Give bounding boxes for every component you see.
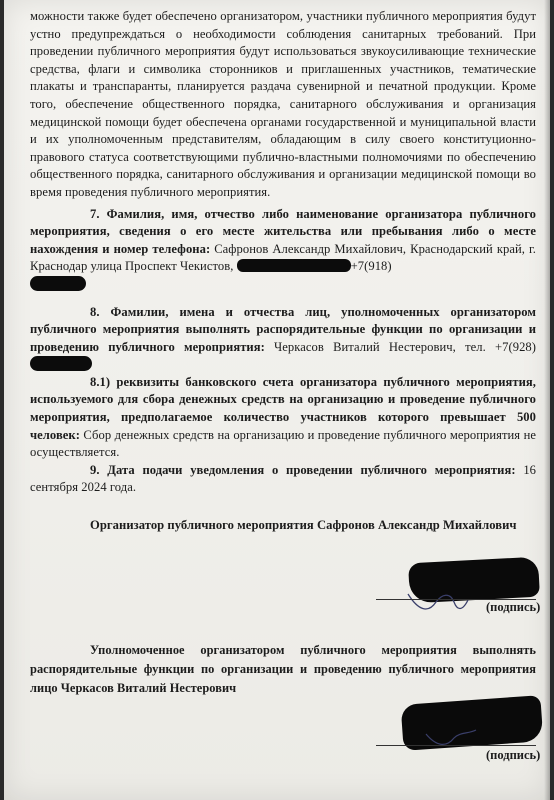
section-8-heading: 8. Фамилии, имена и отчества лиц, уполномоченных организатором публичного мероприятия выполнять распорядительные функции по организации и проведению публичного мероприятия: bbox=[30, 304, 536, 354]
document-page bbox=[4, 0, 550, 800]
redacted-phone-organizer bbox=[30, 276, 86, 291]
authorized-signature-block bbox=[30, 641, 536, 698]
redacted-address bbox=[237, 259, 351, 272]
redacted-phone-authorized bbox=[30, 356, 92, 371]
section-7-text: Сафронов Александр Михайлович, Краснодарский край, г. Краснодар улица Проспект Чекистов, bbox=[30, 241, 536, 274]
organizer-signature-caption: (подпись) bbox=[486, 600, 541, 614]
section-8-1 bbox=[30, 374, 536, 462]
section-8-1-text: Сбор денежных средств на организацию и проведение публичного мероприятия не осуществляется. bbox=[30, 427, 536, 460]
section-8 bbox=[30, 304, 536, 374]
section-9-heading: 9. Дата подачи уведомления о проведении публичного мероприятия: bbox=[90, 462, 516, 477]
organizer-signature-label: Организатор публичного мероприятия Сафронов Александр Михайлович bbox=[90, 518, 517, 532]
section-8-1-heading: 8.1) реквизиты банковского счета организатора публичного мероприятия, используемого для сбора денежных средств на организацию и проведение публичного мероприятия, предполагаемое количество участников которого превышает 500 человек: bbox=[30, 374, 536, 442]
scan-shadow-edge bbox=[544, 0, 550, 800]
section-8-text: Черкасов Виталий Нестерович, bbox=[264, 339, 456, 354]
section-7 bbox=[30, 206, 536, 294]
intro-paragraph: можности также будет обеспечено организатором, участники публичного мероприятия будут устно предупреждаться о необходимости соблюдения санитарных требований. При проведении публичного мероприятия будут использоваться звукоусиливающие технические средства, флаги и символика сторонников и приглашенных участников, тематические плакаты и транспаранты, планируется раздача сувенирной и печатной продукции. Кроме того, обеспечение общественного порядка, санитарного обслуживания и организация медицинской помощи будет обеспечена органами государственной и муниципальной власти и их уполномоченным представителям, обладающим в силу своего конституционно-правового статуса соответствующими публично-властными полномочиями по обеспечению общественного порядка, санитарного обслуживания и организации медицинской помощи во время проведения публичного мероприятия. bbox=[30, 9, 536, 199]
section-7-heading: 7. Фамилия, имя, отчество либо наименование организатора публичного мероприятия, сведения о его месте жительства или пребывания либо о месте нахождения и номер телефона: bbox=[30, 206, 536, 256]
authorized-signature-line bbox=[376, 745, 536, 746]
signature-stroke-authorized bbox=[424, 724, 484, 754]
section-7-phone: +7(918) bbox=[350, 259, 392, 274]
section-9-date: 16 сентября 2024 года. bbox=[30, 462, 537, 495]
section-9 bbox=[30, 462, 536, 497]
document-body bbox=[30, 8, 536, 497]
section-8-phone: тел. +7(928) bbox=[465, 339, 537, 354]
signature-stroke-organizer bbox=[404, 580, 484, 620]
authorized-signature-label: Уполномоченное организатором публичного мероприятия выполнять распорядительные функции по организации и проведению публичного мероприятия лицо Черкасов Виталий Нестерович bbox=[30, 643, 536, 695]
organizer-signature-block bbox=[30, 516, 536, 534]
authorized-signature-caption: (подпись) bbox=[486, 748, 541, 762]
